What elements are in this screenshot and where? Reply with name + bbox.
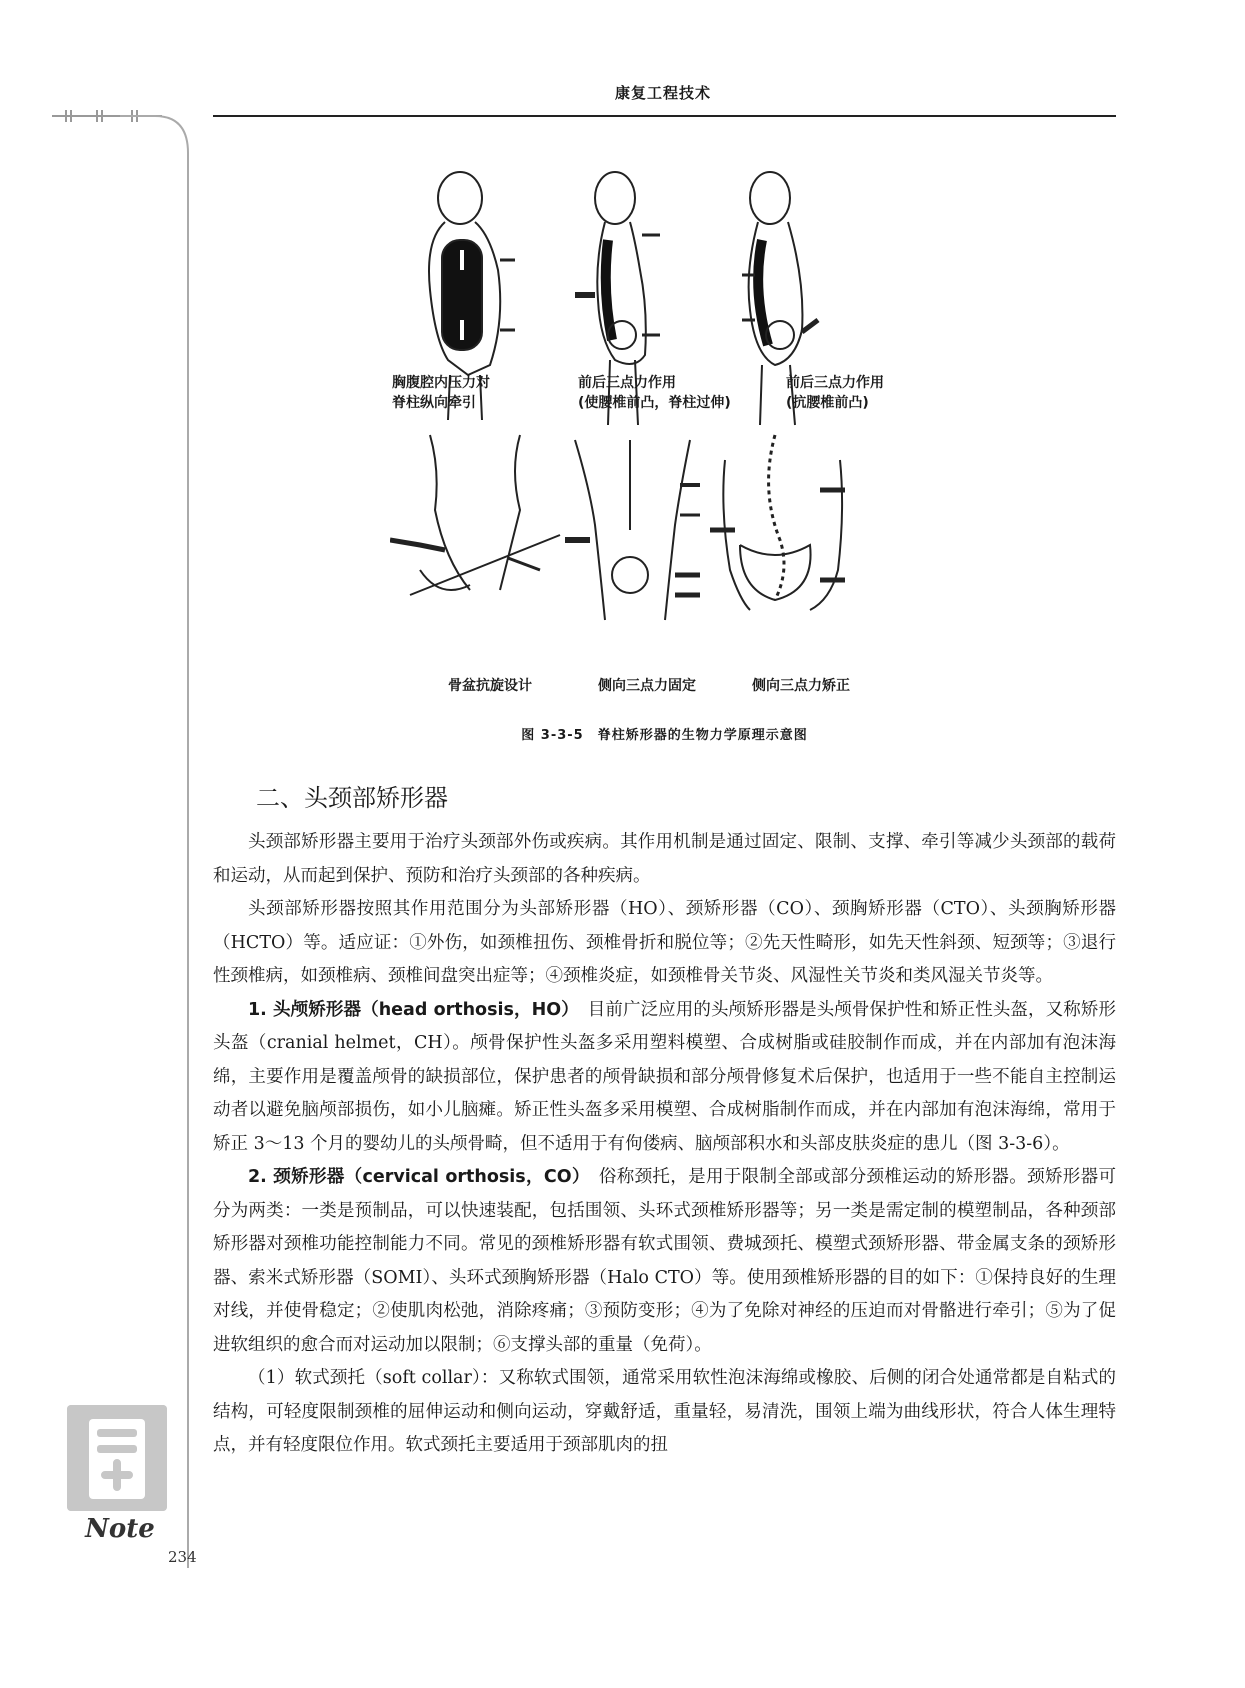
paragraph-lead-heading: 1. 头颅矫形器（head orthosis，HO） (248, 999, 571, 1020)
paragraph (213, 1161, 1116, 1362)
paragraph: （1）软式颈托（soft collar）：又称软式围领，通常采用软性泡沫海绵或橡胶、后侧的闭合处通常都是自粘式的结构，可轻度限制颈椎的屈伸运动和侧向运动，穿戴舒适，重量轻，易清洗，围领上端为曲线形状，符合人体生理特点，并有轻度限位作用。软式颈托主要适用于颈部肌肉的扭 (213, 1368, 1116, 1455)
figure-panel-label: 侧向三点力固定 (598, 678, 696, 694)
body-text (213, 826, 1116, 1463)
note-icon (67, 1405, 167, 1511)
paragraph-lead-heading: 2. 颈矫形器（cervical orthosis，CO） (248, 1167, 582, 1187)
figure-panel-label: 侧向三点力矫正 (752, 678, 850, 694)
note-label: Note (85, 1514, 155, 1544)
figure-panel-bottom-right (710, 435, 845, 610)
section-title: 二、头颈部矫形器 (256, 784, 448, 812)
figure-panel-label: 胸腹腔内压力对 脊柱纵向牵引 (392, 375, 490, 411)
figure-panel-bottom-left (390, 435, 560, 595)
header-rule (213, 115, 1116, 117)
paragraph (213, 994, 1116, 1162)
figure-panel-label: 前后三点力作用 (抗腰椎前凸) (786, 375, 884, 411)
running-header-title: 康复工程技术 (614, 84, 711, 102)
spinal-orthosis-figure (390, 170, 930, 730)
paragraph-body: 目前广泛应用的头颅矫形器是头颅骨保护性和矫正性头盔，又称矫形头盔（cranial helmet，CH）。颅骨保护性头盔多采用塑料模塑、合成树脂或硅胶制作而成，并在内部加有泡沫海绵，主要作用是覆盖颅骨的缺损部位，保护患者的颅骨缺损和部分颅骨修复术后保护，也适用于一些不能自主控制运动者以避免脑颅部损伤，如小儿脑瘫。矫正性头盔多采用模塑、合成树脂制作而成，并在内部加有泡沫海绵，常用于矫正 3～13 个月的婴幼儿的头颅骨畸，但不适用于有佝偻病、脑颅部积水和头部皮肤炎症的患儿（图 3-3-6）。 (213, 999, 1116, 1154)
figure-caption: 图 3-3-5 脊柱矫形器的生物力学原理示意图 (521, 728, 808, 743)
paragraph: 头颈部矫形器主要用于治疗头颈部外伤或疾病。其作用机制是通过固定、限制、支撑、牵引等减少头颈部的载荷和运动，从而起到保护、预防和治疗头颈部的各种疾病。 (213, 832, 1116, 886)
paragraph-body: 俗称颈托，是用于限制全部或部分颈椎运动的矫形器。颈矫形器可分为两类：一类是预制品，可以快速装配，包括围领、头环式颈椎矫形器等；另一类是需定制的模塑制品，各种颈部矫形器对颈椎功能控制能力不同。常见的颈椎矫形器有软式围领、费城颈托、模塑式颈矫形器、带金属支条的颈矫形器、索米式矫形器（SOMI）、头环式颈胸矫形器（Halo CTO）等。使用颈椎矫形器的目的如下：①保持良好的生理对线，并使骨稳定；②使肌肉松弛，消除疼痛；③预防变形；④为了免除对神经的压迫而对骨骼进行牵引；⑤为了促进软组织的愈合而对运动加以限制；⑥支撑头部的重量（免荷）。 (213, 1167, 1116, 1355)
figure-panel-label: 前后三点力作用 (使腰椎前凸，脊柱过伸) (578, 375, 731, 411)
figure-panel-bottom-middle (565, 440, 700, 620)
figure-panel-label: 骨盆抗旋设计 (448, 678, 532, 694)
paragraph: 头颈部矫形器按照其作用范围分为头部矫形器（HO）、颈矫形器（CO）、颈胸矫形器（CTO）、头颈胸矫形器（HCTO）等。适应证：①外伤，如颈椎扭伤、颈椎骨折和脱位等；②先天性畸形，如先天性斜颈、短颈等；③退行性颈椎病，如颈椎病、颈椎间盘突出症等；④颈椎炎症，如颈椎骨关节炎、风湿性关节炎和类风湿关节炎等。 (213, 899, 1116, 986)
page-number: 234 (168, 1548, 197, 1566)
